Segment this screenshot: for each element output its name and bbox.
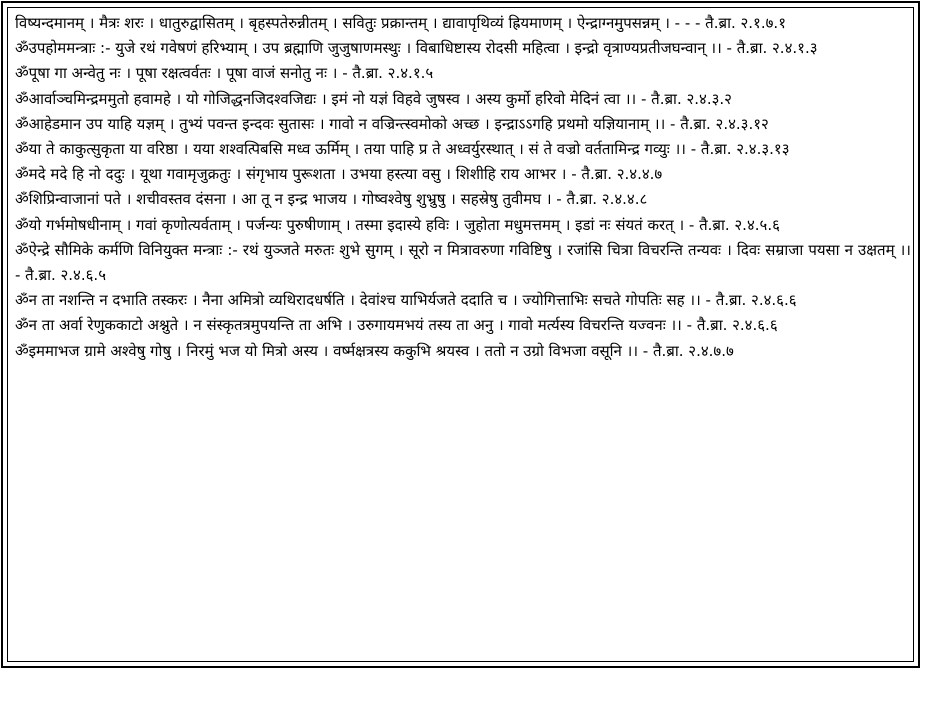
verse-paragraph: ॐइममाभज ग्रामे अश्वेषु गोषु । निरमुं भज यो मित्रो अस्य । वर्ष्मक्षत्रस्य ककुभि श्रयस्व । ततो न उग्रो विभजा वसूनि ।। - तै.ब्रा. २.४.७.७ — [15, 341, 734, 360]
page-border — [1, 1, 920, 668]
verse-paragraph: ॐन ता नशन्ति न दभाति तस्करः । नैना अमित्रो व्यथिरादधर्षति । देवांश्च याभिर्यजते ददाति च । ज्योगित्ताभिः सचते गोपतिः सह ।। - तै.ब्रा. २.४.६.६ — [15, 291, 797, 310]
mantra-text-block — [15, 11, 911, 364]
verse-paragraph: ॐआहेडमान उप याहि यज्ञम् । तुभ्यं पवन्त इन्दवः सुतासः । गावो न वज्रिन्त्स्वमोको अच्छ । इन्द्राऽऽगहि प्रथमो यज्ञियानाम् ।। - तै.ब्रा. २.४.३.१२ — [15, 114, 769, 133]
verse-paragraph: ॐयो गर्भमोषधीनाम् । गवां कृणोत्यर्वताम् । पर्जन्यः पुरुषीणाम् । तस्मा इदास्ये हविः । जुहोता मधुमत्तमम् । इडां नः संयतं करत् । - तै.ब्रा. २.४.५.६ — [15, 215, 780, 234]
verse-paragraph: ॐपूषा गा अन्वेतु नः । पूषा रक्षत्वर्वतः । पूषा वाजं सनोतु नः । - तै.ब्रा. २.४.१.५ — [15, 64, 434, 83]
verse-paragraph: ॐमदे मदे हि नो ददुः । यूथा गवामृजुक्रतुः । संगृभाय पुरूशता । उभया हस्त्या वसु । शिशीहि राय आभर । - तै.ब्रा. २.४.४.७ — [15, 165, 663, 184]
verse-paragraph: ॐऐन्द्रे सौमिके कर्मणि विनियुक्त मन्त्राः :- रथं युञ्जते मरुतः शुभे सुगम् । सूरो न मित्रावरुणा गविष्टिषु । रजांसि चित्रा विचरन्ति तन्यवः । दिवः सम्राजा पयसा न उक्षतम् ।। - तै.ब्रा. २.४.६.५ — [15, 240, 911, 285]
verse-paragraph: विष्यन्दमानम् । मैत्रः शरः । धातुरुद्वासितम् । बृहस्पतेरुन्नीतम् । सवितुः प्रक्रान्तम् । द्यावापृथिव्यं ह्रियमाणम् । ऐन्द्राग्नमुपसन्नम् । - - - तै.ब्रा. २.१.७.१ — [15, 14, 786, 32]
verse-paragraph: ॐशिप्रिन्वाजानां पते । शचीवस्तव दंसना । आ तू न इन्द्र भाजय । गोष्वश्वेषु शुभ्रुषु । सहस्रेषु तुवीमघ । - तै.ब्रा. २.४.४.८ — [15, 190, 648, 209]
verse-paragraph: ॐया ते काकुत्सुकृता या वरिष्ठा । यया शश्वत्पिबसि मध्व ऊर्मिम् । तया पाहि प्र ते अध्वर्युरस्थात् । सं ते वज्रो वर्ततामिन्द्र गव्युः ।। - तै.ब्रा. २.४.३.१३ — [15, 140, 790, 159]
verse-paragraph: ॐन ता अर्वा रेणुककाटो अश्नुते । न संस्कृतत्रमुपयन्ति ता अभि । उरुगायमभयं तस्य ता अनु । गावो मर्त्यस्य विचरन्ति यज्वनः ।। - तै.ब्रा. २.४.६.६ — [15, 316, 778, 335]
verse-paragraph: ॐउपहोममन्त्राः :- युजे रथं गवेषणं हरिभ्याम् । उप ब्रह्माणि जुजुषाणमस्थुः । विबाधिष्टास्य रोदसी महित्वा । इन्द्रो वृत्राण्यप्रतीजघन्वान् ।। - तै.ब्रा. २.४.१.३ — [15, 39, 818, 58]
verse-paragraph: ॐआर्वाञ्चमिन्द्रममुतो हवामहे । यो गोजिद्धनजिदश्वजिद्यः । इमं नो यज्ञं विहवे जुषस्व । अस्य कुर्मो हरिवो मेदिनं त्वा ।। - तै.ब्रा. २.४.३.२ — [15, 89, 732, 108]
